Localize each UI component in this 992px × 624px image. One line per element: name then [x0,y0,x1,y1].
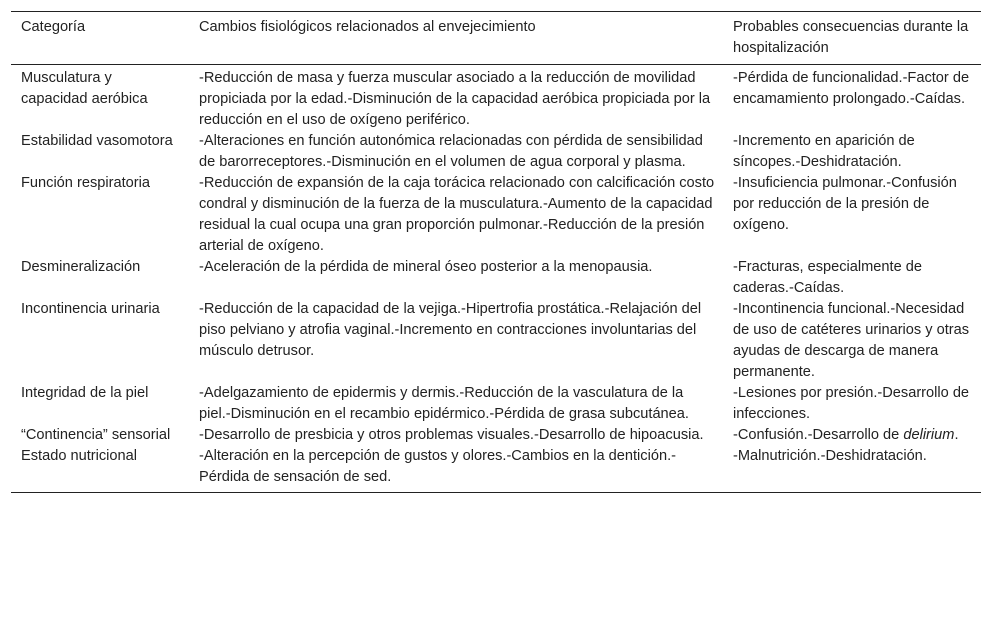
table-row [11,383,981,425]
table-row [11,173,981,257]
consequences-period: . [954,427,959,443]
table-row [11,65,981,132]
table-row [11,446,981,493]
cell-changes: -Alteraciones en función autonómica relacionadas con pérdida de sensibilidad de barorreceptores.-Disminución en el volumen de agua corporal y plasma. [199,133,703,170]
cell-category: Desmineralización [21,259,141,275]
cell-category: Estado nutricional [21,448,138,464]
delirium-term: delirium [903,427,955,443]
cell-category: “Continencia” sensorial [21,427,171,443]
cell-changes: -Reducción de expansión de la caja torácica relacionado con calcificación costo condral y disminución de la fuerza de la musculatura.-Aumento de la capacidad residual la cual ocupa una gran proporción pulmonar.-Reducción de la presión arterial de oxígeno. [199,175,715,254]
table-row [11,299,981,383]
cell-category: Musculatura y capacidad aeróbica [21,70,148,107]
cell-changes: -Adelgazamiento de epidermis y dermis.-Reducción de la vasculatura de la piel.-Disminución en el recambio epidérmico.-Pérdida de grasa subcutánea. [199,385,689,422]
table-row [11,131,981,173]
cell-consequences: -Malnutrición.-Deshidratación. [733,448,927,464]
consequences-text: -Confusión.-Desarrollo de [733,427,904,443]
cell-category: Integridad de la piel [21,385,149,401]
cell-changes: -Desarrollo de presbicia y otros problemas visuales.-Desarrollo de hipoacusia. [199,427,704,443]
header-category: Categoría [21,19,86,35]
cell-category: Estabilidad vasomotora [21,133,173,149]
table-header [11,12,981,65]
cell-changes: -Reducción de masa y fuerza muscular asociado a la reducción de movilidad propiciada por la edad.-Disminución de la capacidad aeróbica propiciada por la reducción en el uso de oxígeno periférico. [199,70,711,128]
table-body [11,65,981,493]
geriatric-changes-table [11,11,981,493]
cell-category: Incontinencia urinaria [21,301,160,317]
header-changes: Cambios fisiológicos relacionados al envejecimiento [199,19,536,35]
cell-consequences: -Fracturas, especialmente de caderas.-Caídas. [733,259,922,296]
cell-consequences: -Lesiones por presión.-Desarrollo de infecciones. [733,385,970,422]
cell-consequences: -Incremento en aparición de síncopes.-Deshidratación. [733,133,915,170]
cell-consequences: -Insuficiencia pulmonar.-Confusión por reducción de la presión de oxígeno. [733,175,957,233]
cell-consequences: -Incontinencia funcional.-Necesidad de uso de catéteres urinarios y otras ayudas de descarga de manera permanente. [733,301,970,380]
cell-consequences: -Pérdida de funcionalidad.-Factor de encamamiento prolongado.-Caídas. [733,70,970,107]
cell-changes: -Reducción de la capacidad de la vejiga.-Hipertrofia prostática.-Relajación del piso pelviano y atrofia vaginal.-Incremento en contracciones involuntarias del músculo detrusor. [199,301,702,359]
header-row [11,12,981,65]
table-row [11,257,981,299]
cell-consequences [727,425,981,446]
cell-changes: -Alteración en la percepción de gustos y olores.-Cambios en la dentición.-Pérdida de sensación de sed. [199,448,676,485]
header-consequences: Probables consecuencias durante la hospitalización [733,19,969,56]
cell-category: Función respiratoria [21,175,150,191]
table-row [11,425,981,446]
cell-changes: -Aceleración de la pérdida de mineral óseo posterior a la menopausia. [199,259,653,275]
